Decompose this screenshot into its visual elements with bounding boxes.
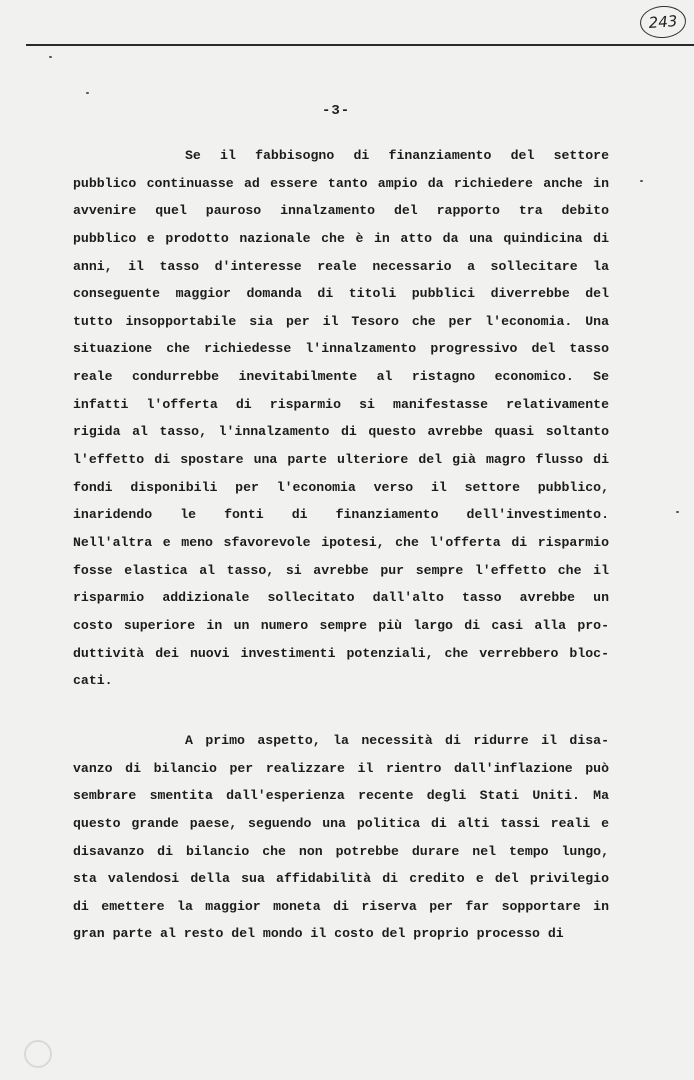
text-line: gran parte al resto del mondo il costo del proprio processo di [73, 926, 564, 942]
text-line: tutto insopportabile sia per il Tesoro che per l'economia. Una [73, 313, 609, 329]
text-line: pubblico e prodotto nazionale che è in atto da una quindicina di [73, 230, 609, 246]
text-line: rigida al tasso, l'innalzamento di questo avrebbe quasi soltanto [73, 424, 609, 440]
text-line: di emettere la maggior moneta di riserva per far sopportare in [73, 898, 609, 914]
text-line: risparmio addizionale sollecitato dall'alto tasso avrebbe un [73, 590, 609, 606]
text-line: A primo aspetto, la necessità di ridurre il disa- [185, 733, 609, 748]
text-line: inaridendo le fonti di finanziamento dell'investimento. [73, 507, 609, 523]
text-line: cati. [73, 673, 113, 689]
page-number: -3- [322, 103, 351, 119]
text-line: l'effetto di spostare una parte ulteriore del già magro flusso di [73, 452, 609, 468]
text-line: Se il fabbisogno di finanziamento del settore [185, 148, 609, 163]
scan-speck [49, 56, 52, 58]
paragraph-1 [73, 142, 609, 695]
text-line: conseguente maggior domanda di titoli pubblici diverrebbe del [73, 286, 609, 302]
header-rule [26, 44, 694, 46]
text-line: reale condurrebbe inevitabilmente al ristagno economico. Se [73, 369, 609, 385]
watermark-logo-icon [24, 1040, 52, 1068]
text-line: questo grande paese, seguendo una politica di alti tassi reali e [73, 815, 609, 831]
text-line: situazione che richiedesse l'innalzamento progressivo del tasso [73, 341, 609, 357]
text-line: vanzo di bilancio per realizzare il rientro dall'inflazione può [73, 760, 609, 776]
text-line: Nell'altra e meno sfavorevole ipotesi, che l'offerta di risparmio [73, 534, 609, 550]
text-line: fondi disponibili per l'economia verso il settore pubblico, [73, 479, 609, 495]
text-line: fosse elastica al tasso, si avrebbe pur sempre l'effetto che il [73, 562, 609, 578]
text-line: infatti l'offerta di risparmio si manifestasse relativamente [73, 396, 609, 412]
text-line: sta valendosi della sua affidabilità di credito e del privilegio [73, 871, 609, 887]
scan-speck [640, 180, 643, 182]
paragraph-2 [73, 727, 609, 948]
scan-speck [86, 92, 89, 94]
text-line: sembrare smentita dall'esperienza recente degli Stati Uniti. Ma [73, 788, 609, 804]
text-line: avvenire quel pauroso innalzamento del rapporto tra debito [73, 203, 609, 219]
handwritten-page-annotation: 243 [639, 4, 687, 39]
scan-speck [676, 511, 679, 513]
text-line: disavanzo di bilancio che non potrebbe durare nel tempo lungo, [73, 843, 609, 859]
text-line: costo superiore in un numero sempre più largo di casi alla pro- [73, 617, 609, 633]
text-line: duttività dei nuovi investimenti potenziali, che verrebbero bloc- [73, 645, 609, 661]
text-line: anni, il tasso d'interesse reale necessario a sollecitare la [73, 258, 609, 274]
text-line: pubblico continuasse ad essere tanto ampio da richiedere anche in [73, 175, 609, 191]
